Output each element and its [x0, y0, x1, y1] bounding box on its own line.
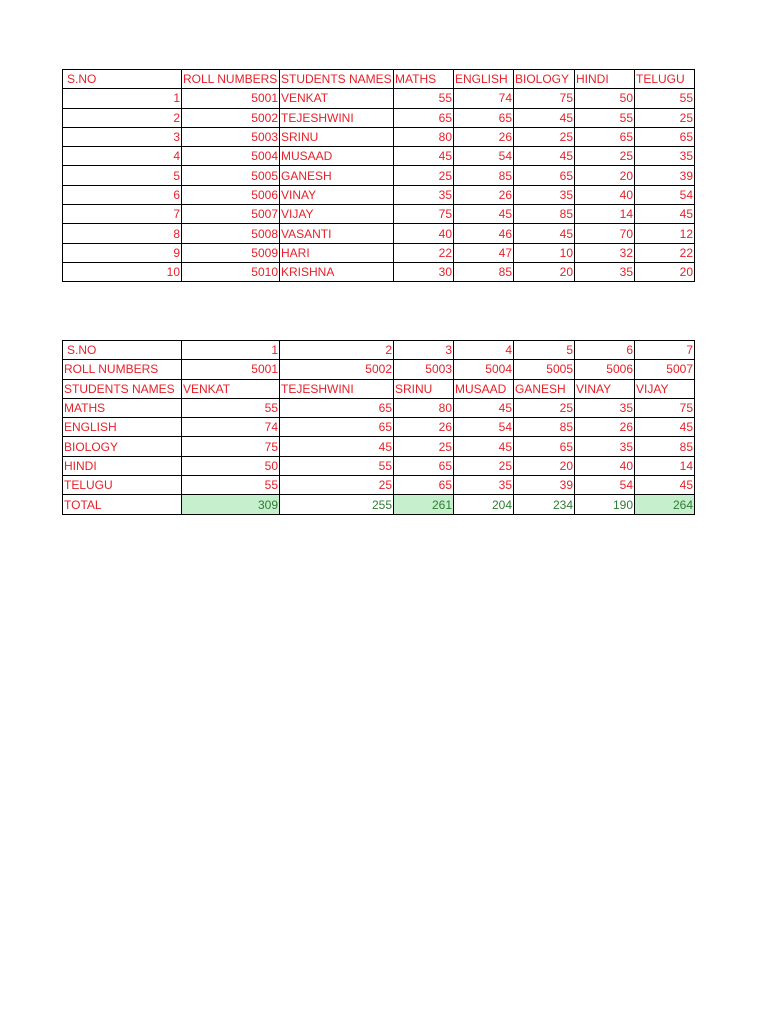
table-cell: 45	[635, 418, 695, 437]
table-cell: KRISHNA	[280, 262, 394, 281]
table-cell: 20	[575, 166, 635, 185]
table-cell: 65	[280, 418, 394, 437]
table-row	[63, 437, 695, 456]
table-cell: 85	[514, 205, 575, 224]
table-row	[63, 341, 695, 360]
table-cell: 2	[280, 341, 394, 360]
table-cell: 30	[394, 262, 454, 281]
total-cell: 255	[280, 495, 394, 514]
table-cell: 20	[514, 262, 575, 281]
table-cell: 5007	[182, 205, 280, 224]
table-row	[63, 360, 695, 379]
table-cell: 25	[514, 127, 575, 146]
row-label: MATHS	[63, 398, 182, 417]
table-cell: 74	[454, 89, 514, 108]
column-header: S.NO	[63, 70, 182, 89]
table-cell: VENKAT	[182, 379, 280, 398]
table-cell: 85	[454, 262, 514, 281]
table-row	[63, 224, 695, 243]
table-row	[63, 379, 695, 398]
table-cell: VINAY	[280, 185, 394, 204]
table-cell: 65	[394, 108, 454, 127]
total-cell: 264	[635, 495, 695, 514]
row-label: STUDENTS NAMES	[63, 379, 182, 398]
table-cell: 35	[635, 147, 695, 166]
table-cell: 54	[454, 418, 514, 437]
table-cell: 74	[182, 418, 280, 437]
row-label: TELUGU	[63, 476, 182, 495]
table-cell: 45	[514, 224, 575, 243]
table-cell: 7	[635, 341, 695, 360]
table-cell: 5006	[182, 185, 280, 204]
table-cell: 3	[63, 127, 182, 146]
total-cell: 190	[575, 495, 635, 514]
table-cell: 26	[394, 418, 454, 437]
table-cell: 45	[394, 147, 454, 166]
total-row	[63, 495, 695, 514]
table-cell: VENKAT	[280, 89, 394, 108]
table-cell: 14	[635, 456, 695, 475]
table-row	[63, 185, 695, 204]
table-cell: 55	[394, 89, 454, 108]
table-cell: 25	[575, 147, 635, 166]
table-cell: 5008	[182, 224, 280, 243]
table-cell: 5005	[182, 166, 280, 185]
table-cell: 55	[182, 398, 280, 417]
table-cell: 8	[63, 224, 182, 243]
table-cell: 80	[394, 127, 454, 146]
table-cell: 25	[394, 437, 454, 456]
column-header: MATHS	[394, 70, 454, 89]
table-cell: SRINU	[394, 379, 454, 398]
table-cell: 5005	[514, 360, 575, 379]
column-header: HINDI	[575, 70, 635, 89]
table-cell: 45	[514, 147, 575, 166]
table-cell: 6	[575, 341, 635, 360]
table-cell: 70	[575, 224, 635, 243]
table-cell: 55	[635, 89, 695, 108]
table-cell: 45	[514, 108, 575, 127]
table-cell: 5004	[454, 360, 514, 379]
total-cell: 204	[454, 495, 514, 514]
table-cell: 85	[514, 418, 575, 437]
table-cell: 40	[394, 224, 454, 243]
table-cell: 65	[514, 166, 575, 185]
table-cell: 5004	[182, 147, 280, 166]
table-cell: 5010	[182, 262, 280, 281]
table-cell: 75	[635, 398, 695, 417]
table-cell: 65	[394, 456, 454, 475]
column-header: ROLL NUMBERS	[182, 70, 280, 89]
table-cell: 65	[280, 398, 394, 417]
table-cell: 22	[635, 243, 695, 262]
table-cell: 85	[454, 166, 514, 185]
table-cell: 20	[514, 456, 575, 475]
table-cell: VINAY	[575, 379, 635, 398]
table-row	[63, 205, 695, 224]
table-cell: 55	[280, 456, 394, 475]
table-header-row	[63, 70, 695, 89]
table-cell: TEJESHWINI	[280, 379, 394, 398]
table-cell: 35	[454, 476, 514, 495]
total-cell: 234	[514, 495, 575, 514]
table-cell: 45	[454, 437, 514, 456]
table-cell: 65	[454, 108, 514, 127]
row-label: ENGLISH	[63, 418, 182, 437]
column-header: ENGLISH	[454, 70, 514, 89]
table-row	[63, 166, 695, 185]
table-cell: 3	[394, 341, 454, 360]
table-cell: 55	[182, 476, 280, 495]
table-row	[63, 418, 695, 437]
table-cell: 45	[454, 398, 514, 417]
table-cell: 50	[575, 89, 635, 108]
table-cell: 35	[575, 398, 635, 417]
table-cell: 5007	[635, 360, 695, 379]
table-cell: VIJAY	[635, 379, 695, 398]
table-cell: 54	[454, 147, 514, 166]
table-row	[63, 456, 695, 475]
table-row	[63, 89, 695, 108]
table-cell: 35	[394, 185, 454, 204]
table-cell: 26	[454, 127, 514, 146]
total-cell: 309	[182, 495, 280, 514]
transposed-marks-table	[62, 340, 695, 515]
column-header: STUDENTS NAMES	[280, 70, 394, 89]
table-cell: 47	[454, 243, 514, 262]
table-cell: 54	[575, 476, 635, 495]
table-cell: 32	[575, 243, 635, 262]
table-cell: 55	[575, 108, 635, 127]
table-cell: GANESH	[514, 379, 575, 398]
table-cell: MUSAAD	[454, 379, 514, 398]
row-label: ROLL NUMBERS	[63, 360, 182, 379]
table-cell: 50	[182, 456, 280, 475]
table-cell: 20	[635, 262, 695, 281]
table-cell: 9	[63, 243, 182, 262]
table-cell: 5001	[182, 360, 280, 379]
table-cell: 5003	[182, 127, 280, 146]
row-label: S.NO	[63, 341, 182, 360]
table-row	[63, 243, 695, 262]
table-cell: 5002	[182, 108, 280, 127]
table-cell: 25	[635, 108, 695, 127]
row-label: TOTAL	[63, 495, 182, 514]
table-cell: SRINU	[280, 127, 394, 146]
table-cell: 75	[182, 437, 280, 456]
row-label: BIOLOGY	[63, 437, 182, 456]
table-cell: 22	[394, 243, 454, 262]
table-cell: 4	[63, 147, 182, 166]
column-header: TELUGU	[635, 70, 695, 89]
table-cell: 40	[575, 185, 635, 204]
table-cell: 7	[63, 205, 182, 224]
table-cell: 65	[394, 476, 454, 495]
table-cell: MUSAAD	[280, 147, 394, 166]
table-cell: 26	[575, 418, 635, 437]
table-cell: 45	[635, 205, 695, 224]
table-cell: 65	[514, 437, 575, 456]
table-cell: 10	[514, 243, 575, 262]
table-cell: 45	[454, 205, 514, 224]
table-row	[63, 398, 695, 417]
table-cell: 5002	[280, 360, 394, 379]
row-label: HINDI	[63, 456, 182, 475]
table-cell: 25	[394, 166, 454, 185]
total-cell: 261	[394, 495, 454, 514]
table-cell: 4	[454, 341, 514, 360]
table-cell: 5	[63, 166, 182, 185]
table-cell: 35	[575, 437, 635, 456]
table-cell: HARI	[280, 243, 394, 262]
table-row	[63, 476, 695, 495]
table-row	[63, 262, 695, 281]
table-cell: 14	[575, 205, 635, 224]
table-cell: 75	[514, 89, 575, 108]
table-cell: TEJESHWINI	[280, 108, 394, 127]
table-cell: 5003	[394, 360, 454, 379]
table-cell: 1	[63, 89, 182, 108]
table-cell: 5001	[182, 89, 280, 108]
table-cell: 6	[63, 185, 182, 204]
table-row	[63, 108, 695, 127]
table-cell: 45	[280, 437, 394, 456]
table-cell: 2	[63, 108, 182, 127]
table-row	[63, 147, 695, 166]
table-cell: 39	[635, 166, 695, 185]
table-cell: 65	[635, 127, 695, 146]
table-cell: 26	[454, 185, 514, 204]
table-cell: 25	[280, 476, 394, 495]
table-cell: 75	[394, 205, 454, 224]
table-cell: 80	[394, 398, 454, 417]
table-cell: 10	[63, 262, 182, 281]
table-cell: 54	[635, 185, 695, 204]
table-cell: 65	[575, 127, 635, 146]
table-cell: 5	[514, 341, 575, 360]
table-cell: VIJAY	[280, 205, 394, 224]
table-cell: 25	[514, 398, 575, 417]
table-cell: 1	[182, 341, 280, 360]
table-cell: 39	[514, 476, 575, 495]
table-cell: 35	[575, 262, 635, 281]
table-row	[63, 127, 695, 146]
table-cell: 12	[635, 224, 695, 243]
table-cell: 35	[514, 185, 575, 204]
table-cell: GANESH	[280, 166, 394, 185]
table-cell: 5006	[575, 360, 635, 379]
table-cell: 45	[635, 476, 695, 495]
table-cell: 25	[454, 456, 514, 475]
table-cell: 40	[575, 456, 635, 475]
marks-table	[62, 69, 695, 282]
table-cell: 85	[635, 437, 695, 456]
table-cell: 5009	[182, 243, 280, 262]
table-cell: VASANTI	[280, 224, 394, 243]
table-cell: 46	[454, 224, 514, 243]
column-header: BIOLOGY	[514, 70, 575, 89]
